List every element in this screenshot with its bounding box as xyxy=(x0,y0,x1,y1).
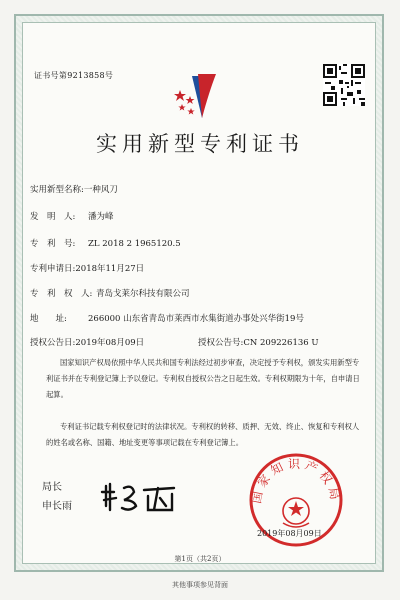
field-value: CN 209226136 U xyxy=(243,338,319,348)
cnipa-logo-icon xyxy=(166,70,234,124)
footer-note: 其他事项参见背面 xyxy=(172,581,228,589)
field-value: 2019年08月09日 xyxy=(75,338,145,348)
body-paragraph: 国家知识产权局依照中华人民共和国专利法经过初步审查，决定授予专利权，颁发实用新型专利证书并在专利登记簿上予以登记。专利权自授权公告之日起生效。专利权期限为十年，自申请日起算。 xyxy=(46,358,360,399)
field-label: 专 利 号: xyxy=(30,239,76,249)
field-value: ZL 2018 2 1965120.5 xyxy=(88,239,181,249)
field-row-patent-number xyxy=(30,237,181,249)
field-label: 实用新型名称: xyxy=(30,185,84,195)
field-label: 地 址: xyxy=(30,314,67,324)
field-value: 青岛戈莱尔科技有限公司 xyxy=(96,289,190,299)
qr-code-icon xyxy=(323,64,365,106)
field-row-name xyxy=(30,183,118,195)
field-label: 专 利 权 人: xyxy=(30,289,93,299)
seal-date: 2019年08月09日 xyxy=(257,529,322,538)
field-row-address xyxy=(30,312,304,324)
director-title-line1: 局长 xyxy=(42,482,62,493)
field-label: 授权公告号: xyxy=(198,338,244,348)
field-value: 2018年11月27日 xyxy=(75,264,145,274)
field-row-grant-number xyxy=(198,336,319,348)
certificate-number: 证书号第9213858号 xyxy=(34,71,114,80)
field-value: 266000 山东省青岛市莱西市水集街道办事处兴华街19号 xyxy=(88,314,304,324)
signature-name: 申长雨 xyxy=(100,480,103,481)
page-indicator: 第1页（共2页） xyxy=(174,555,226,563)
certificate-title: 实用新型专利证书 xyxy=(96,132,304,156)
field-row-grant-date xyxy=(30,336,144,348)
body-paragraph: 专利证书记载专利权登记时的法律状况。专利权的转移、质押、无效、终止、恢复和专利权人的姓名或名称、国籍、地址变更等事项记载在专利登记簿上。 xyxy=(46,422,360,447)
field-label: 授权公告日: xyxy=(30,338,76,348)
field-label: 专利申请日: xyxy=(30,264,76,274)
director-title-line2: 申长雨 xyxy=(42,501,72,512)
field-value: 一种风刀 xyxy=(83,185,118,195)
field-row-patentee xyxy=(30,287,190,299)
field-row-inventor xyxy=(30,210,114,222)
field-label: 发 明 人: xyxy=(30,212,76,222)
field-row-filing-date xyxy=(30,262,144,274)
handwritten-signature-icon xyxy=(100,480,178,514)
field-value: 潘为峰 xyxy=(88,212,114,222)
seal-text: 国家知识产权局 xyxy=(249,457,343,505)
